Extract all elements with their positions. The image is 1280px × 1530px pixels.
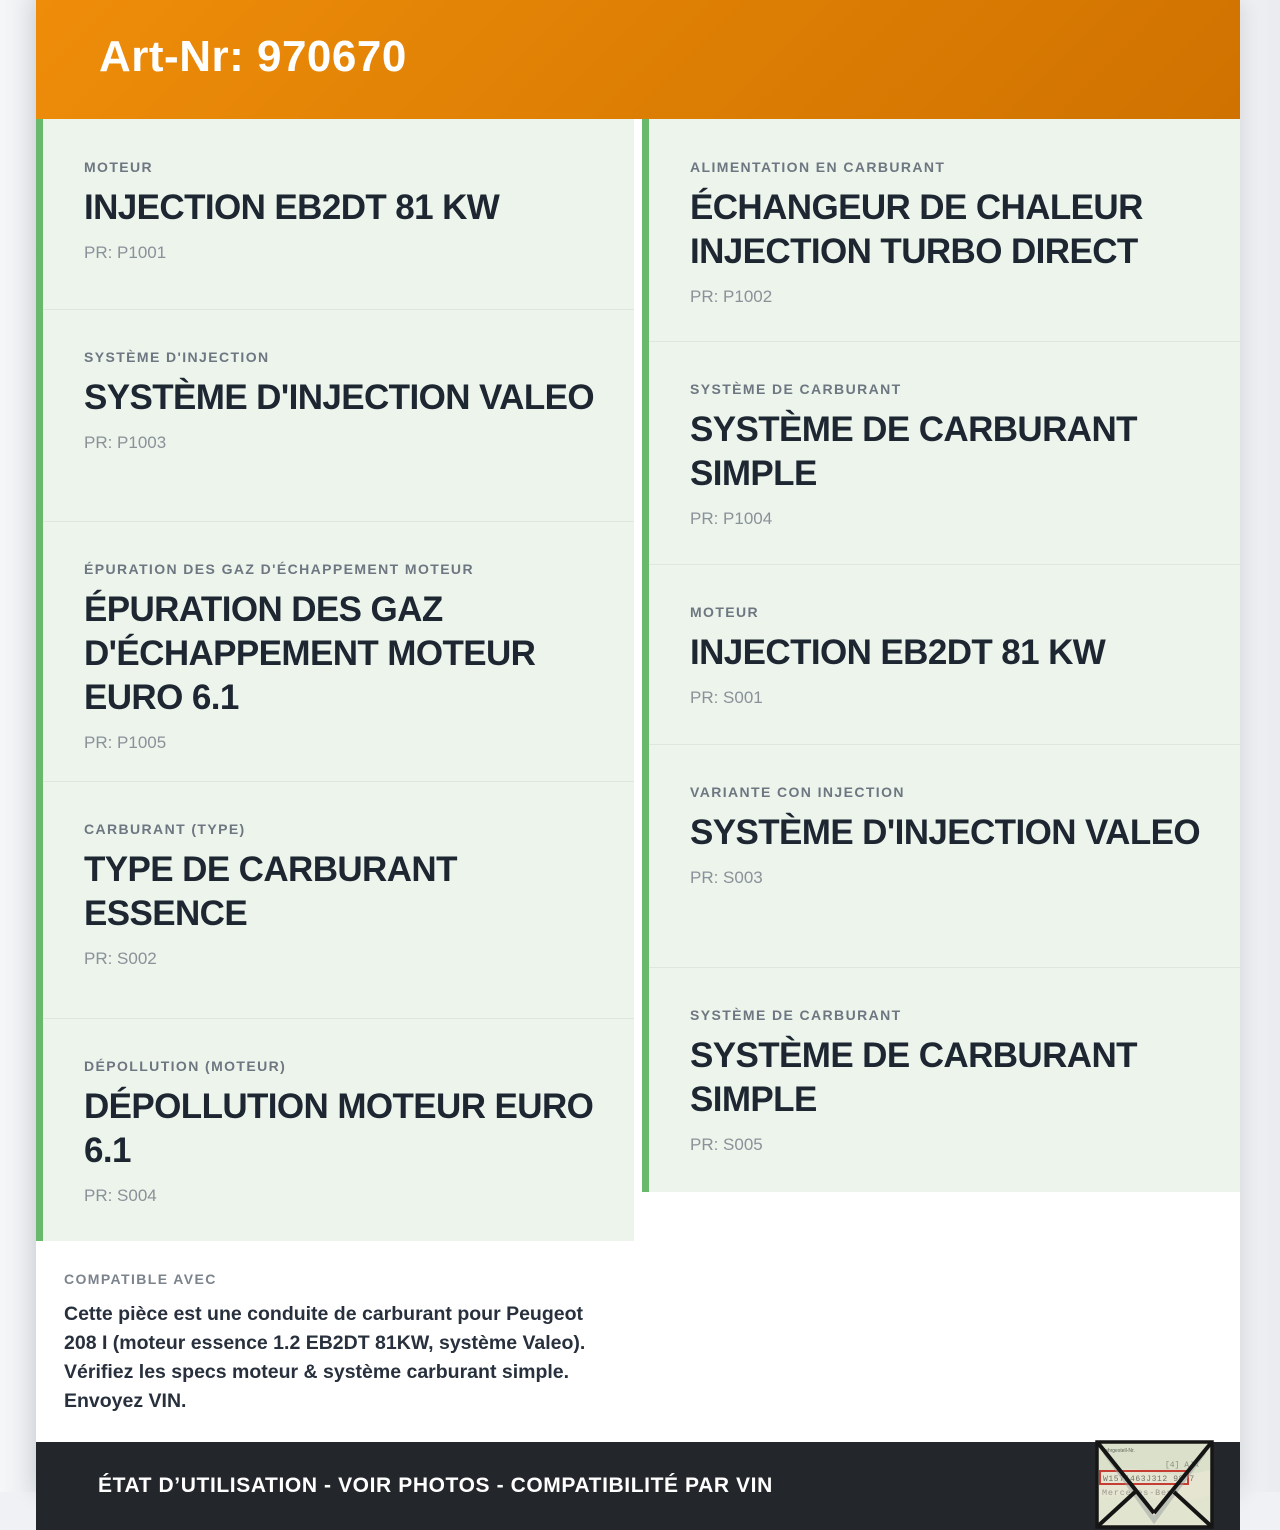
spec-category-label: DÉPOLLUTION (MOTEUR): [84, 1058, 287, 1075]
spec-pr-code: PR: P1003: [84, 433, 167, 453]
spec-title: SYSTÈME D'INJECTION VALEO: [690, 813, 1200, 852]
spec-pr-code: PR: P1005: [84, 733, 167, 753]
spec-card: [642, 341, 1240, 564]
header-banner: [36, 0, 1240, 119]
spec-pr-code: PR: S003: [690, 868, 763, 888]
spec-pr-code: PR: S002: [84, 949, 157, 969]
spec-category-label: VARIANTE CON INJECTION: [690, 784, 905, 800]
spec-card: [642, 967, 1240, 1192]
spec-category-label: SYSTÈME DE CARBURANT: [690, 1007, 902, 1023]
spec-pr-code: PR: P1004: [690, 509, 773, 529]
spec-column-right: [642, 119, 1240, 1442]
product-sheet: [36, 0, 1240, 1498]
spec-title: SYSTÈME DE CARBURANT SIMPLE: [690, 410, 1137, 494]
compatibility-label: COMPATIBLE AVEC: [64, 1271, 217, 1288]
spec-title: SYSTÈME D'INJECTION VALEO: [84, 378, 594, 417]
stamp-brand: Mercedes-Benz: [1102, 1487, 1179, 1498]
spec-card: [642, 564, 1240, 744]
spec-card: [36, 521, 634, 781]
spec-pr-code: PR: S001: [690, 688, 763, 708]
spec-column-left: [36, 119, 634, 1442]
compatibility-text: Cette pièce est une conduite de carburant pour Peugeot 208 I (moteur essence 1.2 EB2DT 81KW, système Valeo). Vérifiez les specs moteur & système carburant simple. Envoyez VIN.: [64, 1303, 586, 1412]
spec-category-label: MOTEUR: [84, 159, 154, 175]
spec-title: INJECTION EB2DT 81 KW: [84, 188, 500, 227]
envelope-over-registration-document-icon: [1095, 1440, 1214, 1529]
spec-card: [642, 744, 1240, 967]
spec-pr-code: PR: P1001: [84, 243, 167, 263]
article-number-title: Art-Nr: 970670: [99, 31, 407, 81]
spec-card: [36, 309, 634, 521]
spec-title: ÉPURATION DES GAZ D'ÉCHAPPEMENT MOTEUR EURO 6.1: [84, 590, 536, 718]
spec-card: [36, 1018, 634, 1241]
stamp-doc-label: Fahrgestell-Nr.: [1102, 1447, 1135, 1454]
spec-category-label: SYSTÈME D'INJECTION: [84, 349, 270, 365]
spec-columns: [36, 119, 1240, 1442]
spec-pr-code: PR: P1002: [690, 287, 773, 307]
spec-category-label: CARBURANT (TYPE): [84, 821, 246, 838]
spec-pr-code: PR: S004: [84, 1186, 157, 1206]
spec-title: INJECTION EB2DT 81 KW: [690, 633, 1106, 672]
footer-bar: [36, 1442, 1240, 1530]
spec-card: [36, 781, 634, 1018]
spec-pr-code: PR: S005: [690, 1135, 763, 1155]
stamp-vin: W1571463J312 98 7: [1103, 1474, 1195, 1484]
spec-category-label: ÉPURATION DES GAZ D'ÉCHAPPEMENT MOTEUR: [84, 561, 474, 577]
spec-title: DÉPOLLUTION MOTEUR EURO 6.1: [84, 1087, 594, 1171]
spec-title: ÉCHANGEUR DE CHALEUR INJECTION TURBO DIRECT: [690, 188, 1143, 272]
footer-notice: ÉTAT D’UTILISATION - VOIR PHOTOS - COMPATIBILITÉ PAR VIN: [98, 1473, 773, 1497]
spec-card: [642, 119, 1240, 341]
spec-title: SYSTÈME DE CARBURANT SIMPLE: [690, 1036, 1137, 1120]
spec-category-label: ALIMENTATION EN CARBURANT: [690, 159, 946, 175]
spec-category-label: MOTEUR: [690, 604, 760, 620]
spec-category-label: SYSTÈME DE CARBURANT: [690, 381, 902, 397]
stamp-row-right: [4] AJA: [1165, 1460, 1199, 1470]
spec-title: TYPE DE CARBURANT ESSENCE: [84, 850, 457, 934]
spec-card: [36, 119, 634, 309]
compatibility-card: [36, 1241, 634, 1441]
